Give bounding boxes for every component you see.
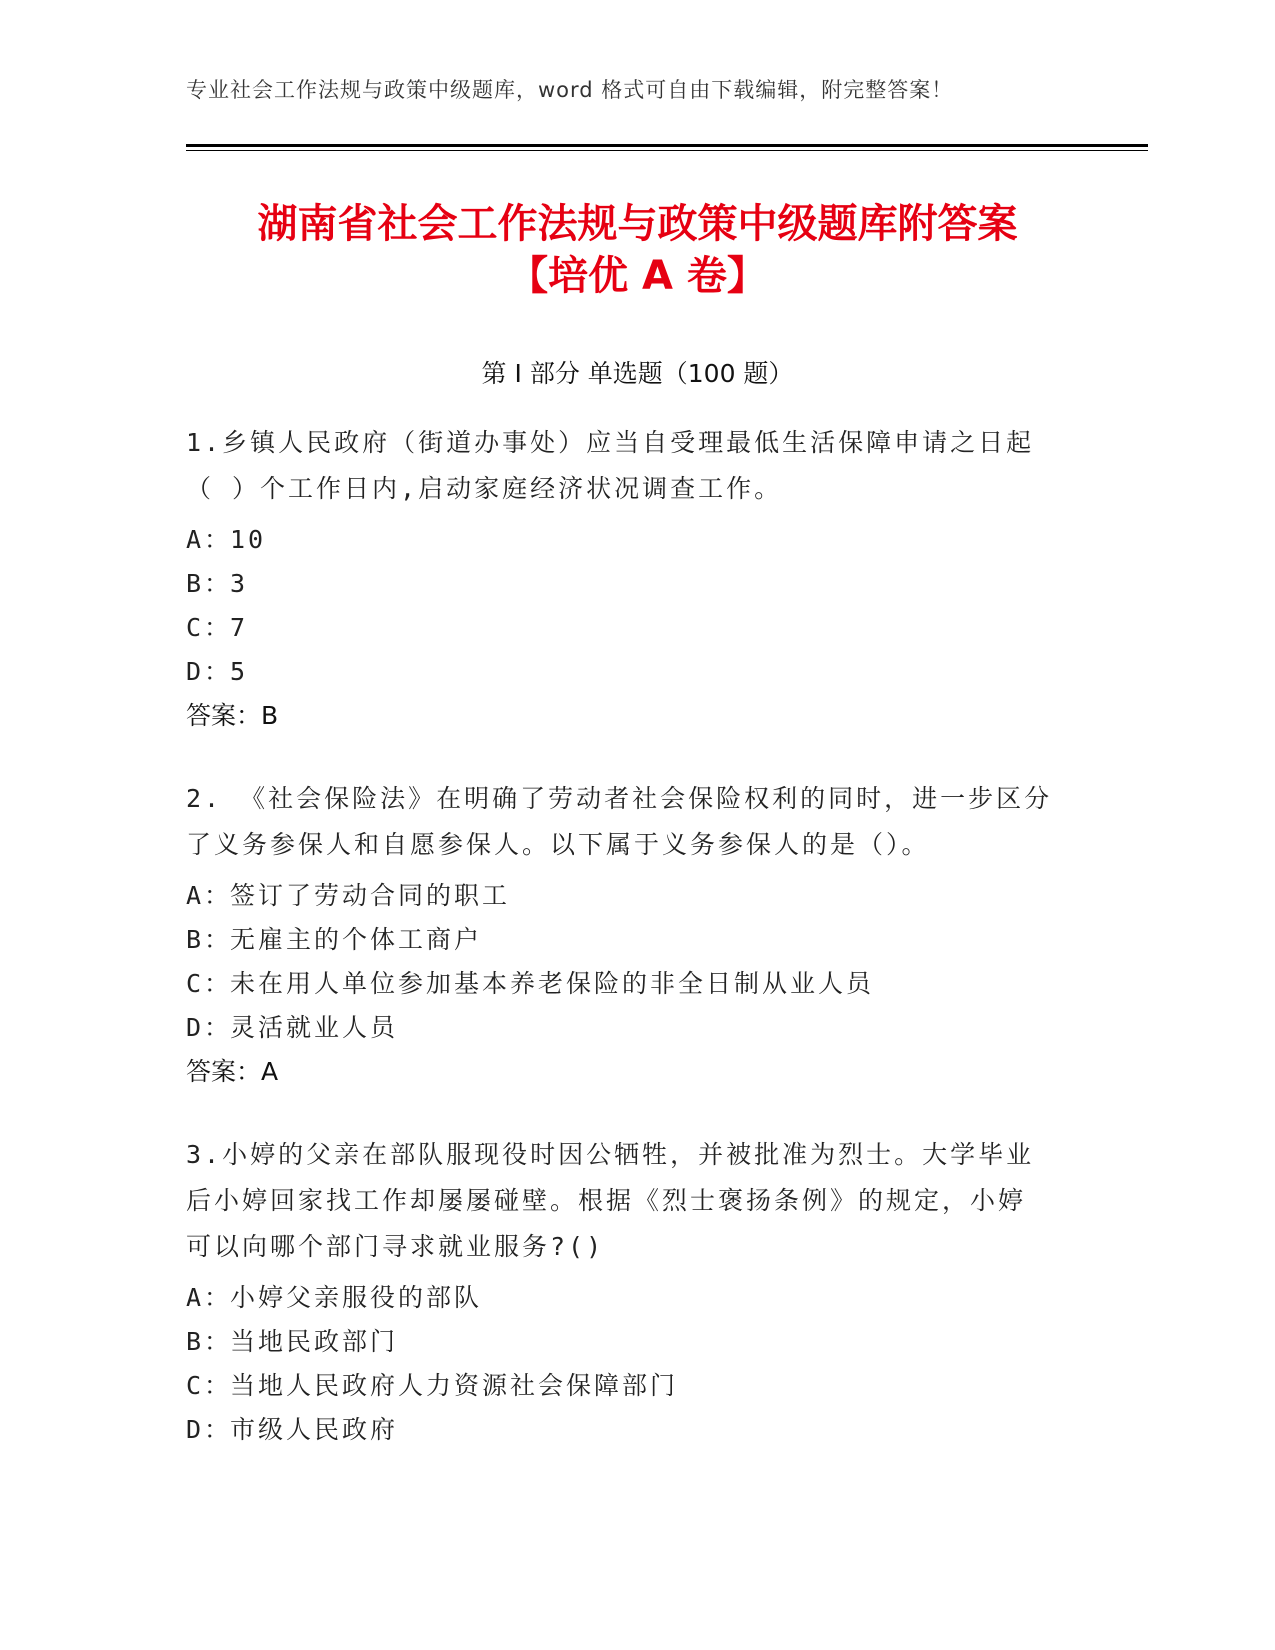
option-text: 5: [230, 657, 249, 686]
question-1-option-c: [186, 608, 248, 644]
option-text: 市级人民政府: [230, 1415, 399, 1444]
header-rule-thin: [186, 150, 1148, 151]
option-key: B：: [186, 569, 233, 598]
question-3-stem-line1: 3.小婷的父亲在部队服现役时因公牺牲，并被批准为烈士。大学毕业: [186, 1140, 1035, 1169]
question-3-stem-line3: 可以向哪个部门寻求就业服务?(): [186, 1232, 605, 1261]
question-1-stem-line1: 1.乡镇人民政府（街道办事处）应当自受理最低生活保障申请之日起: [186, 428, 1035, 457]
option-key: A：: [186, 881, 233, 910]
option-key: C：: [186, 969, 233, 998]
question-1-option-b: [186, 564, 248, 600]
document-title-line2: 【培优 A 卷】: [508, 253, 767, 299]
question-3-stem-line2: 后小婷回家找工作却屡屡碰壁。根据《烈士褒扬条例》的规定，小婷: [186, 1186, 1027, 1215]
option-text: 3: [230, 569, 249, 598]
header-rule-thick: [186, 144, 1148, 147]
question-2-option-a: [186, 876, 510, 912]
option-key: D：: [186, 1013, 233, 1042]
question-2-option-c: [186, 964, 874, 1000]
option-text: 当地人民政府人力资源社会保障部门: [230, 1371, 679, 1400]
option-text: 未在用人单位参加基本养老保险的非全日制从业人员: [230, 969, 875, 998]
question-3-option-b: [186, 1322, 398, 1358]
question-3-option-c: [186, 1366, 678, 1402]
question-1-stem-line2: （ ）个工作日内,启动家庭经济状况调查工作。: [186, 474, 783, 503]
question-2-answer: 答案：A: [186, 1057, 279, 1086]
option-key: A：: [186, 1283, 233, 1312]
option-text: 灵活就业人员: [230, 1013, 399, 1042]
document-title-line1: 湖南省社会工作法规与政策中级题库附答案: [257, 201, 1018, 247]
option-text: 无雇主的个体工商户: [230, 925, 483, 954]
question-1-answer: 答案：B: [186, 701, 279, 730]
option-key: D：: [186, 1415, 233, 1444]
option-key: C：: [186, 1371, 233, 1400]
question-2-option-d: [186, 1008, 398, 1044]
option-text: 小婷父亲服役的部队: [230, 1283, 483, 1312]
header-note: 专业社会工作法规与政策中级题库，word 格式可自由下载编辑，附完整答案！: [186, 78, 954, 102]
question-3-option-d: [186, 1410, 398, 1446]
question-1-option-d: [186, 652, 248, 688]
option-text: 7: [230, 613, 249, 642]
question-3-option-a: [186, 1278, 482, 1314]
section-heading: 第 I 部分 单选题（100 题）: [481, 359, 794, 388]
option-key: B：: [186, 925, 233, 954]
option-key: C：: [186, 613, 233, 642]
option-text: 10: [230, 525, 267, 554]
question-1-option-a: [186, 520, 266, 556]
question-2-stem-line1: 2. 《社会保险法》在明确了劳动者社会保险权利的同时，进一步区分: [186, 784, 1053, 813]
option-key: A：: [186, 525, 233, 554]
option-text: 签订了劳动合同的职工: [230, 881, 511, 910]
option-text: 当地民政部门: [230, 1327, 399, 1356]
option-key: D：: [186, 657, 233, 686]
question-2-option-b: [186, 920, 482, 956]
option-key: B：: [186, 1327, 233, 1356]
question-2-stem-line2: 了义务参保人和自愿参保人。以下属于义务参保人的是（）。: [186, 830, 930, 859]
